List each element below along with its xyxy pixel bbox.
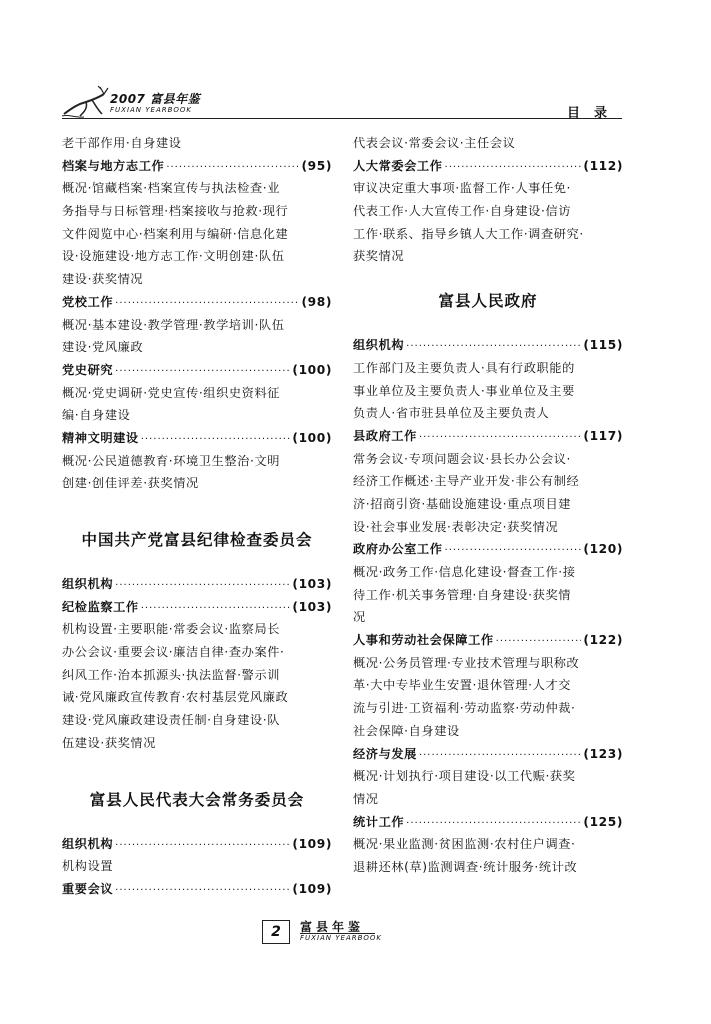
toc-subtopics: 情况 (353, 791, 379, 806)
toc-subtopics: 常务会议·专项问题会议·县长办公会议· (353, 451, 572, 466)
toc-entry-title: 人大常委会工作 (353, 158, 443, 173)
toc-entry-page: (112) (583, 158, 623, 173)
toc-subtopics: 济·招商引资·基础设施建设·重点项目建 (353, 496, 572, 511)
toc-entry-title: 纪检监察工作 (62, 599, 139, 614)
dot-leader (445, 157, 582, 178)
toc-subtopics: 机构设置 (62, 859, 114, 874)
toc-entry-title: 党史研究 (62, 362, 114, 377)
toc-entry[interactable] (353, 334, 623, 357)
toc-entry-title: 县政府工作 (353, 428, 417, 443)
toc-entry-page: (95) (301, 158, 332, 173)
toc-entry[interactable] (353, 629, 623, 652)
toc-subtopics: 文件阅览中心·档案利用与编研·信息化建 (62, 226, 289, 241)
toc-entry-title: 档案与地方志工作 (62, 158, 165, 173)
dot-leader (406, 336, 581, 357)
spacer (62, 755, 332, 777)
toc-entry-page: (125) (583, 814, 623, 829)
toc-subtopics: 设·社会事业发展·表彰决定·获奖情况 (353, 519, 559, 534)
toc-entry[interactable] (62, 596, 332, 619)
spacer (353, 268, 623, 278)
spacer (62, 563, 332, 573)
toc-entry-page: (115) (583, 338, 623, 353)
dot-leader (115, 835, 290, 856)
toc-subtopics: 负责人·省市驻县单位及主要负责人 (353, 406, 550, 421)
toc-subtopics: 编·自身建设 (62, 408, 131, 423)
toc-left-column (62, 132, 332, 901)
toc-entry-page: (109) (292, 881, 332, 896)
toc-entry-page: (120) (583, 542, 623, 557)
toc-subtopics: 经济工作概述·主导产业开发·非公有制经 (353, 474, 580, 489)
toc-subtopics: 老干部作用·自身建设 (62, 136, 182, 150)
toc-entry[interactable] (353, 743, 623, 766)
toc-entry[interactable] (62, 833, 332, 856)
toc-entry-page: (98) (301, 294, 332, 309)
toc-subtopics: 概况·基本建设·教学管理·教学培训·队伍 (62, 317, 285, 332)
toc-entry-page: (117) (583, 428, 623, 443)
toc-entry[interactable] (62, 291, 332, 314)
toc-entry-page: (100) (292, 362, 332, 377)
toc-subtopics: 审议决定重大事项·监督工作·人事任免· (353, 181, 572, 196)
toc-entry-title: 政府办公室工作 (353, 542, 443, 557)
toc-entry-title: 党校工作 (62, 294, 114, 309)
spacer (62, 823, 332, 833)
toc-entry-title: 精神文明建设 (62, 430, 139, 445)
dot-leader (445, 540, 582, 561)
section-label: 目录 (566, 106, 621, 121)
toc-subtopics: 代表工作·人大宣传工作·自身建设·信访 (353, 204, 572, 219)
toc-entry-page: (103) (292, 599, 332, 614)
toc-subtopics: 建设·党风廉政 (62, 340, 144, 355)
yearbook-subtitle: FUXIAN YEARBOOK (110, 106, 193, 114)
toc-subtopics: 待工作·机关事务管理·自身建设·获奖情 (353, 587, 572, 602)
toc-entry-title: 人事和劳动社会保障工作 (353, 633, 494, 648)
toc-entry[interactable] (62, 155, 332, 178)
toc-right-column (353, 132, 623, 879)
footer-subtitle: FUXIAN YEARBOOK (300, 934, 383, 942)
toc-entry[interactable] (62, 427, 332, 450)
toc-subtopics: 办公会议·重要会议·廉洁自律·查办案件· (62, 645, 285, 660)
toc-subtopics: 概况·馆藏档案·档案宣传与执法检查·业 (62, 181, 281, 196)
toc-subtopics: 伍建设·获奖情况 (62, 735, 156, 750)
toc-subtopics: 工作部门及主要负责人·具有行政职能的 (353, 360, 575, 375)
toc-subtopics: 概况·党史调研·党史宣传·组织史资料征 (62, 385, 281, 400)
dot-leader (406, 813, 581, 834)
toc-subtopics: 诫·党风廉政宣传教育·农村基层党风廉政 (62, 690, 289, 705)
toc-subtopics: 概况·公务员管理·专业技术管理与职称改 (353, 655, 580, 670)
toc-entry-page: (100) (292, 430, 332, 445)
toc-subtopics: 务指导与日标管理·档案接收与抢救·现行 (62, 204, 289, 219)
toc-entry[interactable] (353, 811, 623, 834)
dot-leader (141, 598, 291, 619)
dot-leader (115, 575, 290, 596)
yearbook-title: 2007 富县年鉴 (110, 92, 201, 106)
spacer (353, 324, 623, 334)
dot-leader (166, 157, 299, 178)
dot-leader (115, 880, 290, 901)
toc-subtopics: 获奖情况 (353, 249, 405, 264)
toc-entry-page: (122) (583, 633, 623, 648)
page-footer (262, 918, 392, 948)
footer-title: 富县年鉴 (300, 920, 365, 934)
toc-subtopics: 流与引进·工资福利·劳动监察·劳动仲裁· (353, 701, 576, 716)
toc-subtopics: 革·大中专毕业生安置·退休管理·人才交 (353, 678, 572, 693)
toc-entry-page: (109) (292, 836, 332, 851)
toc-section-heading: 中国共产党富县纪律检查委员会 (81, 531, 313, 549)
toc-entry-title: 统计工作 (353, 814, 405, 829)
toc-subtopics: 纠风工作·治本抓源头·执法监督·警示训 (62, 667, 281, 682)
toc-entry[interactable] (353, 155, 623, 178)
toc-subtopics: 退耕还林(草)监测调查·统计服务·统计改 (353, 859, 578, 874)
toc-entry-title: 组织机构 (62, 577, 114, 591)
toc-section-heading: 富县人民政府 (438, 292, 538, 311)
toc-entry-title: 组织机构 (353, 338, 405, 353)
toc-entry-title: 重要会议 (62, 881, 114, 896)
header-divider (62, 118, 622, 119)
toc-subtopics: 事业单位及主要负责人·事业单位及主要 (353, 383, 575, 398)
toc-subtopics: 建设·获奖情况 (62, 272, 144, 287)
toc-entry[interactable] (353, 538, 623, 561)
toc-subtopics: 代表会议·常委会议·主任会议 (353, 136, 516, 150)
toc-entry[interactable] (62, 878, 332, 901)
dot-leader (141, 429, 291, 450)
toc-entry-title: 经济与发展 (353, 746, 417, 761)
toc-subtopics: 机构设置·主要职能·常委会议·监察局长 (62, 622, 281, 637)
dot-leader (419, 427, 581, 448)
deer-emblem-icon (58, 84, 110, 122)
dot-leader (115, 293, 299, 314)
toc-subtopics: 概况·公民道德教育·环境卫生整治·文明 (62, 453, 281, 468)
toc-entry[interactable] (353, 425, 623, 448)
toc-subtopics: 概况·果业监测·贫困监测·农村住户调查· (353, 837, 576, 852)
toc-subtopics: 概况·政务工作·信息化建设·督查工作·接 (353, 565, 576, 579)
spacer (62, 495, 332, 517)
toc-entry-page: (123) (583, 746, 623, 761)
toc-entry[interactable] (62, 359, 332, 382)
toc-entry[interactable] (62, 573, 332, 596)
toc-subtopics: 况 (353, 610, 366, 625)
toc-entry-page: (103) (292, 577, 332, 591)
toc-subtopics: 工作·联系、指导乡镇人大工作·调查研究· (353, 226, 584, 241)
toc-subtopics: 创建·创佳评差·获奖情况 (62, 476, 199, 491)
page-number: 2 (262, 920, 290, 944)
dot-leader (496, 631, 582, 652)
toc-subtopics: 建设·党风廉政建设责任制·自身建设·队 (62, 713, 281, 728)
toc-entry-title: 组织机构 (62, 836, 114, 851)
toc-subtopics: 概况·计划执行·项目建设·以工代赈·获奖 (353, 769, 576, 784)
toc-subtopics: 社会保障·自身建设 (353, 723, 460, 738)
toc-subtopics: 设·设施建设·地方志工作·文明创建·队伍 (62, 249, 285, 264)
toc-section-heading: 富县人民代表大会常务委员会 (89, 790, 305, 809)
dot-leader (115, 361, 290, 382)
dot-leader (419, 745, 581, 766)
